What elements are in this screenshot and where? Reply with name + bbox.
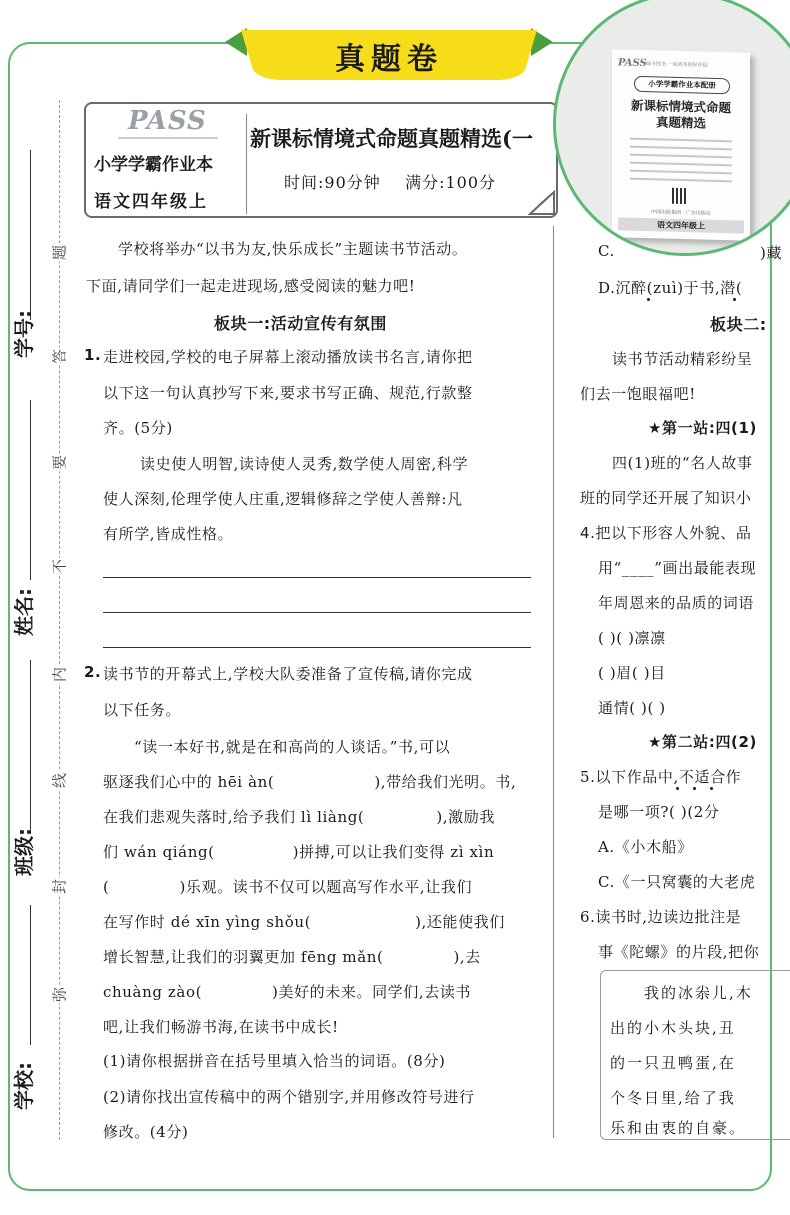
student-id-line: [30, 150, 31, 320]
seal-char: 不: [50, 559, 69, 575]
book-publisher: 中国出版集团 · 广东出版社: [651, 209, 711, 217]
excerpt-line: 的一只丑鸭蛋,在: [610, 1054, 736, 1072]
question-text: 齐。(5分): [103, 419, 173, 437]
book-logo-tagline: 绿卡图书·一流效率的好伴侣: [646, 61, 708, 69]
section-heading: 板块一:活动宣传有氛围: [214, 314, 387, 333]
quote-line: 读史使人明智,读诗使人灵秀,数学使人周密,科学: [140, 455, 469, 473]
class-line: [30, 660, 31, 830]
intro-line: 学校将举办“以书为友,快乐成长”主题读书节活动。: [118, 240, 468, 258]
banner-title: 真题卷: [335, 42, 443, 77]
passage-text: 增长智慧,让我们的羽翼更加 fēng mǎn(: [103, 948, 384, 966]
passage-text: ),还能使我们: [415, 913, 505, 931]
station-heading: ★第二站:四(2): [648, 733, 757, 751]
passage-line: [103, 876, 472, 897]
intro-line: 下面,请同学们一起走进现场,感受阅读的魅力吧!: [86, 277, 416, 295]
question-text: 读书节的开幕式上,学校大队委准备了宣传稿,请你完成: [103, 665, 473, 683]
school-line: [30, 905, 31, 1045]
emphasis-dot: [693, 787, 696, 790]
school-label: 学校:: [12, 1062, 36, 1110]
answer-line[interactable]: [103, 612, 531, 613]
seal-char: 要: [50, 455, 69, 471]
passage-text: (: [103, 878, 110, 896]
answer-line[interactable]: [103, 577, 531, 578]
passage-line: [103, 771, 516, 792]
book-title-line: 新课标情境式命题: [630, 97, 731, 116]
question-text: 4.把以下形容人外貌、品: [580, 524, 752, 542]
seal-char: 答: [50, 349, 69, 365]
contents-line: [630, 154, 732, 159]
answer-line[interactable]: [103, 647, 531, 648]
book-logo: PASS: [618, 57, 647, 70]
grade-label: 语文四年级上: [94, 192, 208, 212]
question-text: 以下这一句认真抄写下来,要求书写正确、规范,行款整: [103, 384, 473, 402]
seal-char: 线: [50, 773, 69, 789]
sub-question: 修改。(4分): [103, 1123, 189, 1141]
book-title-line: 真题精选: [655, 114, 706, 131]
pass-logo: PASS: [128, 106, 207, 136]
seal-char: 内: [50, 667, 69, 683]
passage-text: 在我们悲观失落时,给予我们 lì liàng(: [103, 808, 365, 826]
passage-text: 在写作时 dé xīn yìng shǒu(: [103, 913, 312, 931]
passage-text: 驱逐我们心中的 hēi àn(: [103, 773, 275, 791]
contents-line: [630, 178, 732, 183]
fill-blank-row[interactable]: ( )眉( )目: [598, 664, 666, 682]
emphasis-dot: [733, 298, 736, 301]
series-name: 小学学霸作业本: [94, 155, 213, 175]
question-text: 走进校园,学校的电子屏幕上滚动播放读书名言,请你把: [103, 348, 473, 366]
book-title: [612, 97, 750, 133]
book-cover: [612, 49, 750, 241]
question-text: 用“____”画出最能表现: [598, 559, 757, 577]
passage-line: [103, 806, 495, 827]
excerpt-line: 乐和由衷的自豪。: [610, 1119, 747, 1136]
emphasis-dot: [647, 298, 650, 301]
excerpt-line: 出的小木头块,丑: [610, 1019, 736, 1037]
time-limit: 时间:90分钟: [284, 173, 381, 192]
sub-question: (2)请你找出宣传稿中的两个错别字,并用修改符号进行: [103, 1088, 475, 1106]
header-divider: [246, 114, 247, 214]
name-line: [30, 400, 31, 580]
book-series-tag: 小学学霸作业本配册: [634, 76, 730, 95]
paper-title: 新课标情境式命题真题精选(一: [250, 126, 533, 151]
option-line: C.《一只窝囊的大老虎: [598, 873, 756, 891]
qr-code-icon: [672, 188, 688, 204]
excerpt-text: [600, 976, 768, 1136]
section-heading: 板块二:: [710, 315, 767, 334]
excerpt-line: 我的冰尜儿,木: [644, 984, 753, 1002]
quote-line: 使人深刻,伦理学使人庄重,逻辑修辞之学使人善辩:凡: [103, 490, 463, 508]
fill-blank-row[interactable]: ( )( )凛凛: [598, 629, 666, 647]
quote-line: 有所学,皆成性格。: [103, 525, 234, 543]
question-number: 1.: [84, 346, 102, 364]
passage-line: “读一本好书,就是在和高尚的人谈话。”书,可以: [134, 738, 451, 756]
option-line: D.沉醉(zuì)于书,潜(: [598, 279, 743, 297]
exam-info: [284, 170, 496, 193]
full-score: 满分:100分: [405, 173, 497, 192]
seal-char: 弥: [50, 987, 69, 1003]
option-line: C.: [598, 242, 615, 260]
body-line: 读书节活动精彩纷呈: [612, 350, 753, 368]
passage-line: [103, 841, 494, 862]
class-label: 班级:: [12, 828, 36, 876]
emphasis-dot: [676, 787, 679, 790]
contents-line: [630, 170, 732, 175]
passage-text: )乐观。读书不仅可以题高写作水平,让我们: [179, 878, 473, 896]
question-text: 6.读书时,边读边批注是: [580, 908, 742, 926]
passage-line: [103, 981, 471, 1002]
seal-char: 封: [50, 879, 69, 895]
title-banner: [225, 22, 553, 84]
question-text: 事《陀螺》的片段,把你: [598, 943, 760, 961]
passage-text: chuàng zào(: [103, 983, 203, 1001]
passage-text: ),去: [453, 948, 481, 966]
question-text: 以下任务。: [103, 701, 182, 719]
logo-underline: [118, 137, 218, 139]
body-line: 班的同学还开展了知识小: [580, 489, 752, 507]
fill-blank-row[interactable]: 通情( )( ): [598, 699, 666, 717]
station-heading: ★第一站:四(1): [648, 419, 757, 437]
contents-line: [630, 138, 732, 143]
passage-line: [103, 911, 505, 932]
body-line: 四(1)班的“名人故事: [612, 454, 753, 472]
question-text: 5.以下作品中,不适合作: [580, 768, 742, 786]
seal-char: 题: [50, 245, 69, 261]
book-grade-label: 语文四年级上: [618, 217, 744, 233]
passage-text: ),激励我: [436, 808, 495, 826]
body-line: 们去一饱眼福吧!: [580, 385, 696, 403]
question-text: 年周恩来的品质的词语: [598, 594, 755, 612]
question-text: 是哪一项?( )(2分: [598, 803, 720, 821]
page-fold-corner: [528, 190, 556, 216]
option-line: A.《小木船》: [598, 838, 693, 856]
student-id-label: 学号:: [12, 310, 36, 358]
passage-text: ),带给我们光明。书,: [374, 773, 517, 791]
passage-line: [103, 946, 481, 967]
excerpt-line: 个冬日里,给了我: [610, 1089, 736, 1107]
sub-question: (1)请你根据拼音在括号里填入恰当的词语。(8分): [103, 1052, 446, 1070]
name-label: 姓名:: [12, 588, 36, 636]
option-line-end: )藏: [760, 244, 783, 262]
question-number: 2.: [84, 663, 102, 681]
passage-line: 吧,让我们畅游书海,在读书中成长!: [103, 1018, 339, 1036]
passage-text: )美好的未来。同学们,去读书: [272, 983, 472, 1001]
emphasis-dot: [710, 787, 713, 790]
contents-line: [630, 162, 732, 167]
contents-line: [630, 146, 732, 151]
passage-text: )拼搏,可以让我们变得 zì xìn: [292, 843, 495, 861]
passage-text: 们 wán qiáng(: [103, 843, 215, 861]
